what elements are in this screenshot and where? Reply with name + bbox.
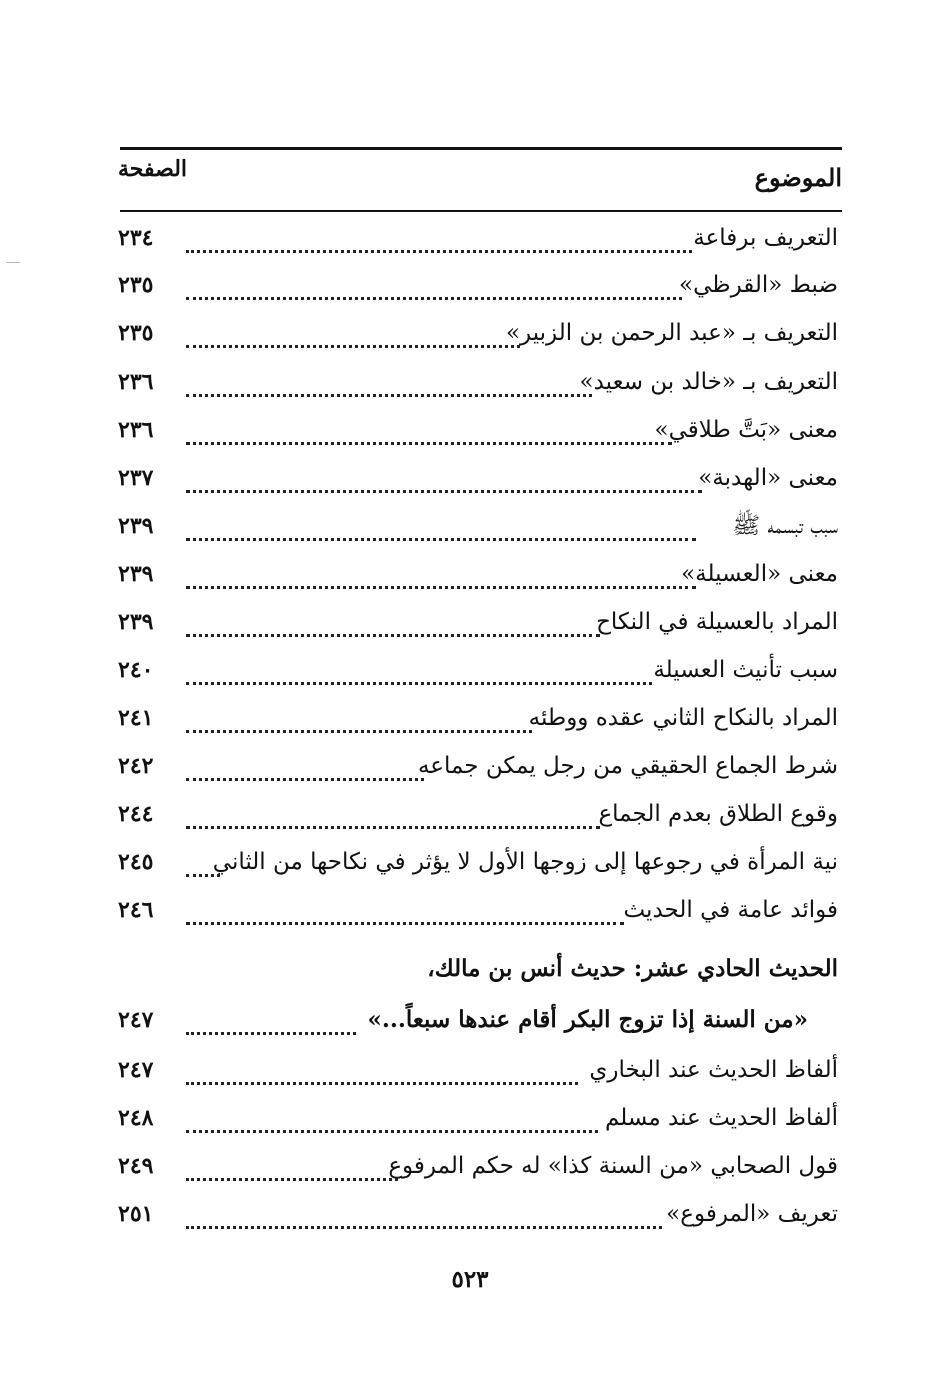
toc-entry-topic: معنى «بَتَّ طلاقي» (654, 417, 838, 443)
toc-entry-topic: معنى «الهدبة» (698, 465, 838, 491)
header-topic-label: الموضوع (754, 163, 842, 192)
toc-entry-topic: فوائد عامة في الحديث (623, 897, 838, 923)
toc-entry-topic: التعريف بـ «خالد بن سعيد» (579, 369, 838, 395)
leader-dots (186, 1010, 356, 1035)
leader-dots (186, 1108, 598, 1133)
toc-entry-page: ٢٣٥ (118, 320, 154, 346)
toc-entry-topic: قول الصحابي «من السنة كذا» له حكم المرفوع (388, 1153, 838, 1179)
toc-entry-page: ٢٣٩ (118, 561, 154, 587)
toc-entry (118, 1146, 842, 1186)
toc-entry-topic: تعريف «المرفوع» (666, 1201, 838, 1227)
toc-entry-page: ٢٣٩ (118, 609, 154, 635)
toc-entry (118, 1050, 842, 1090)
toc-entry-page: ٢٤٥ (118, 849, 154, 875)
section-title: الحديث الحادي عشر: حديث أنس بن مالك، (427, 955, 838, 982)
toc-entry-page: ٢٣٩ (118, 513, 154, 539)
toc-entry-topic: المراد بالعسيلة في النكاح (596, 609, 838, 635)
toc-entry-page: ٢٣٦ (118, 417, 154, 443)
toc-entry-page: ٢٣٧ (118, 465, 154, 491)
toc-entry (118, 1000, 842, 1040)
toc-entry-page: ٢٤٨ (118, 1105, 154, 1131)
toc-entry-page: ٢٣٤ (118, 225, 154, 251)
toc-entry-topic: شرط الجماع الحقيقي من رجل يمكن جماعه (417, 753, 838, 779)
toc-entry-topic: المراد بالنكاح الثاني عقده ووطئه (528, 705, 838, 731)
toc-entry-topic: ألفاظ الحديث عند مسلم (604, 1105, 838, 1131)
toc-entry-page: ٢٤٤ (118, 801, 154, 827)
toc-entry-topic: معنى «العسيلة» (681, 561, 838, 587)
section-entries (118, 0, 842, 1260)
toc-entry-topic: التعريف بـ «عبد الرحمن بن الزبير» (505, 320, 838, 346)
toc-entry-topic: ألفاظ الحديث عند البخاري (589, 1057, 838, 1083)
toc-entry-page: ٢٤٧ (118, 1007, 154, 1033)
toc-entry-topic: وقوع الطلاق بعدم الجماع (598, 801, 838, 827)
toc-entry-page: ٢٣٥ (118, 272, 154, 298)
toc-entry-page: ٢٣٦ (118, 369, 154, 395)
toc-entry-page: ٢٤١ (118, 705, 154, 731)
toc-entry (118, 1098, 842, 1138)
leader-dots (186, 1204, 662, 1229)
toc-entry-topic: التعريف برفاعة (693, 225, 838, 251)
toc-entry-topic: ضبط «القرظي» (679, 272, 838, 298)
toc-entry-topic: سبب تأنيث العسيلة (653, 657, 838, 683)
page-number: ٥٢٣ (451, 1266, 489, 1293)
toc-entry-topic: «من السنة إذا تزوج البكر أقام عندها سبعاً...» (367, 1006, 808, 1033)
toc-entry-page: ٢٤٧ (118, 1057, 154, 1083)
toc-entry-page: ٢٤٩ (118, 1153, 154, 1179)
toc-entry-page: ٢٤٢ (118, 753, 154, 779)
margin-mark (6, 262, 20, 263)
leader-dots (186, 1060, 578, 1085)
toc-entry-page: ٢٥١ (118, 1201, 154, 1227)
leader-dots (186, 1156, 398, 1181)
toc-entry-topic: نية المرأة في رجوعها إلى زوجها الأول لا يؤثر في نكاحها من الثاني (212, 849, 838, 875)
toc-entry-topic: سبب تبسمه ﷺ (732, 513, 838, 539)
toc-entry-page: ٢٤٠ (118, 657, 154, 683)
toc-entry-page: ٢٤٦ (118, 897, 154, 923)
toc-entry (118, 1194, 842, 1234)
header-page-label: الصفحة (118, 156, 188, 182)
